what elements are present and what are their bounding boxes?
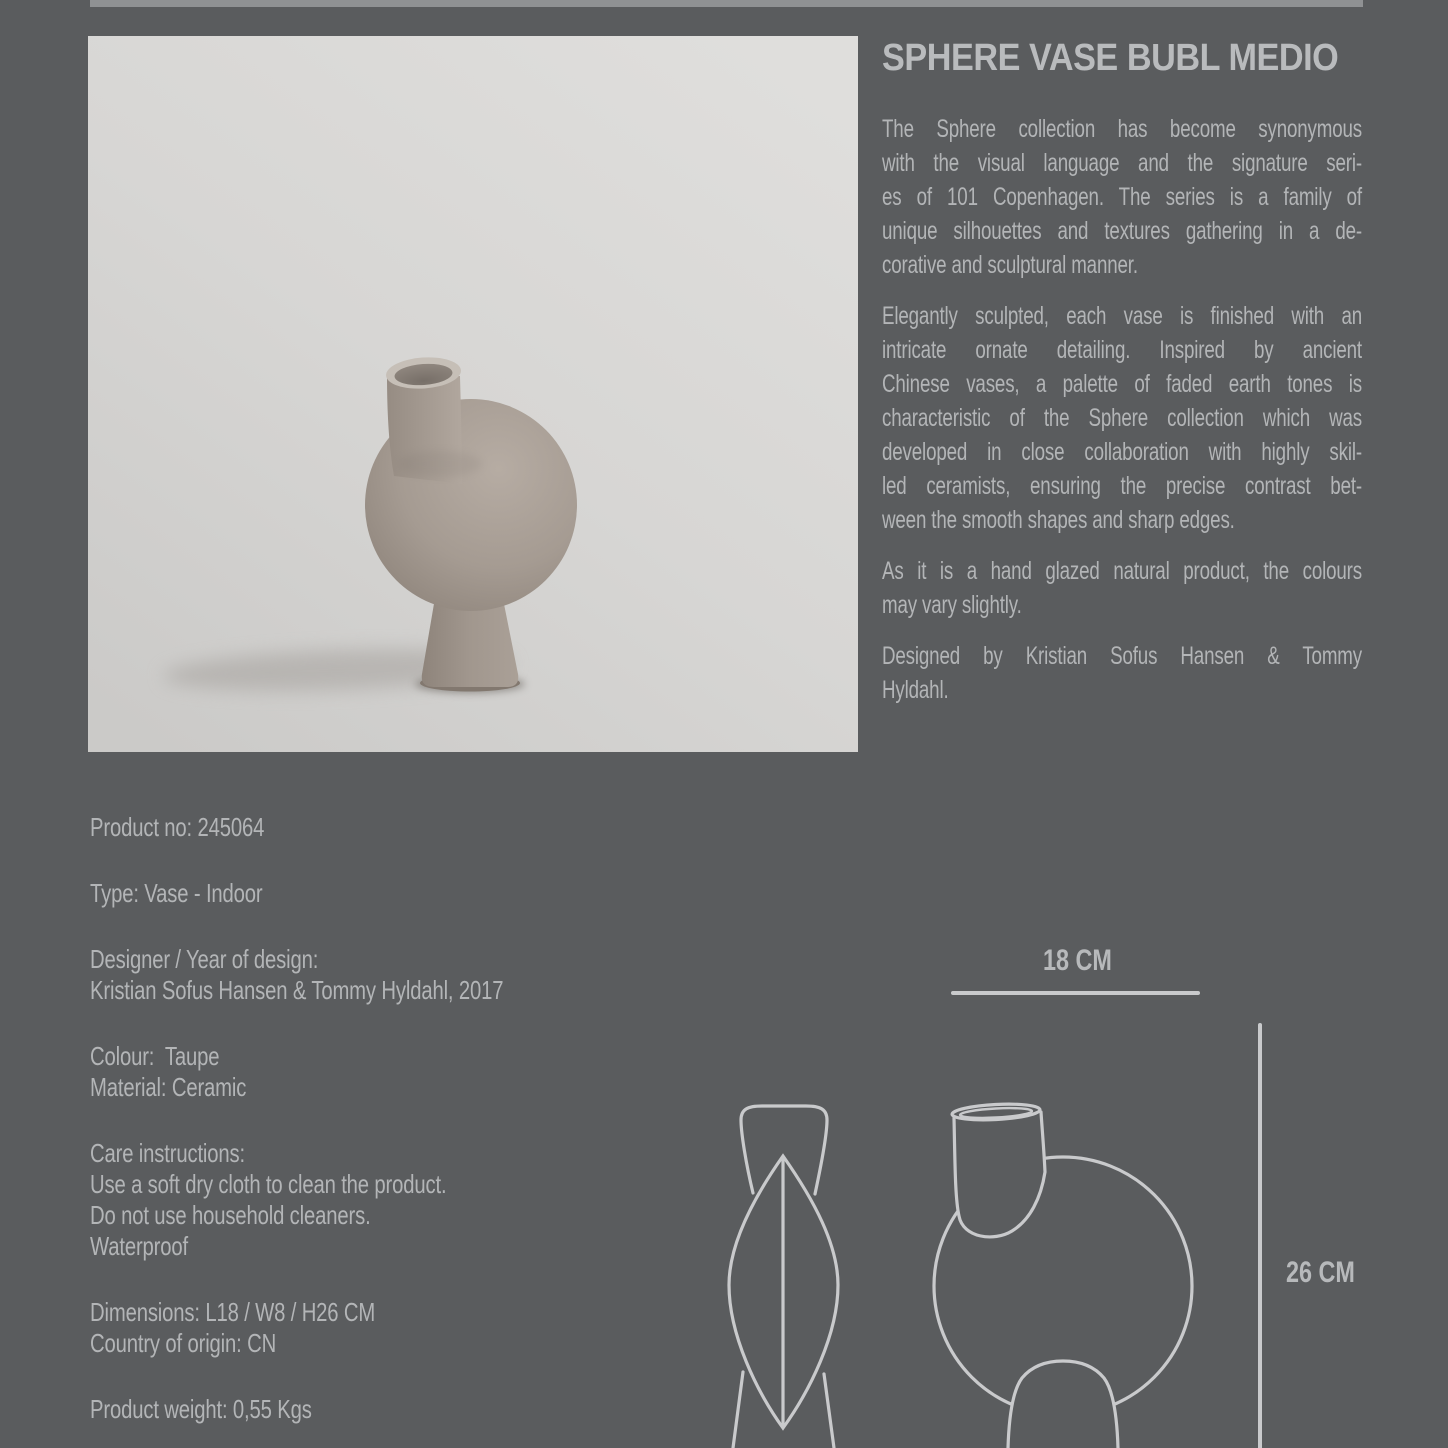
- paragraph: [90, 1297, 683, 1359]
- text-line: with the visual language and the signature seri-: [882, 149, 1362, 177]
- text-line: ween the smooth shapes and sharp edges.: [882, 506, 1235, 534]
- product-description: [882, 112, 1362, 707]
- width-dimension-label: 18 CM: [1043, 944, 1112, 977]
- text-line: may vary slightly.: [882, 591, 1022, 619]
- vase-front-outline: [934, 1102, 1192, 1448]
- text-line: Material: Ceramic: [90, 1072, 247, 1102]
- paragraph: [882, 112, 1362, 282]
- text-line: unique silhouettes and textures gathering in a de-: [882, 217, 1362, 245]
- text-line: Hyldahl.: [882, 676, 949, 704]
- text-line: Designer / Year of design:: [90, 944, 319, 974]
- text-line: Dimensions: L18 / W8 / H26 CM: [90, 1297, 376, 1327]
- paragraph: [90, 1138, 683, 1262]
- product-details: [90, 812, 683, 1425]
- text-line: Waterproof: [90, 1231, 188, 1261]
- text-line: Do not use household cleaners.: [90, 1200, 371, 1230]
- text-line: As it is a hand glazed natural product, the colours: [882, 557, 1362, 585]
- paragraph: [90, 812, 683, 843]
- paragraph: [90, 1394, 683, 1425]
- text-line: The Sphere collection has become synonymous: [882, 115, 1362, 143]
- header-strip: [90, 0, 1363, 7]
- text-line: led ceramists, ensuring the precise contrast bet-: [882, 472, 1362, 500]
- text-line: Kristian Sofus Hansen & Tommy Hyldahl, 2017: [90, 975, 504, 1005]
- text-line: Product weight: 0,55 Kgs: [90, 1394, 312, 1424]
- paragraph: [90, 1041, 683, 1103]
- text-line: intricate ornate detailing. Inspired by ancient: [882, 336, 1362, 364]
- text-line: Country of origin: CN: [90, 1328, 277, 1358]
- text-line: Use a soft dry cloth to clean the product.: [90, 1169, 447, 1199]
- text-line: Chinese vases, a palette of faded earth tones is: [882, 370, 1362, 398]
- text-line: Designed by Kristian Sofus Hansen & Tommy: [882, 642, 1362, 670]
- paragraph: [882, 554, 1362, 622]
- text-line: es of 101 Copenhagen. The series is a family of: [882, 183, 1362, 211]
- text-line: developed in close collaboration with highly skil-: [882, 438, 1362, 466]
- paragraph: [90, 944, 683, 1006]
- height-dimension-label: 26 CM: [1286, 1256, 1355, 1289]
- vase-side-outline: [729, 1106, 838, 1448]
- text-line: corative and sculptural manner.: [882, 251, 1138, 279]
- product-title: SPHERE VASE BUBL MEDIO: [882, 37, 1339, 79]
- text-line: characteristic of the Sphere collection which was: [882, 404, 1362, 432]
- vase-neck-junction-shade: [398, 451, 482, 477]
- paragraph: [882, 639, 1362, 707]
- text-line: Colour: Taupe: [90, 1041, 220, 1071]
- text-line: Type: Vase - Indoor: [90, 878, 263, 908]
- text-line: Care instructions:: [90, 1138, 245, 1168]
- product-photo: [88, 36, 858, 752]
- paragraph: [882, 299, 1362, 537]
- product-photo-svg: [88, 36, 858, 752]
- text-line: Elegantly sculpted, each vase is finished with an: [882, 302, 1362, 330]
- paragraph: [90, 878, 683, 909]
- text-line: Product no: 245064: [90, 812, 265, 842]
